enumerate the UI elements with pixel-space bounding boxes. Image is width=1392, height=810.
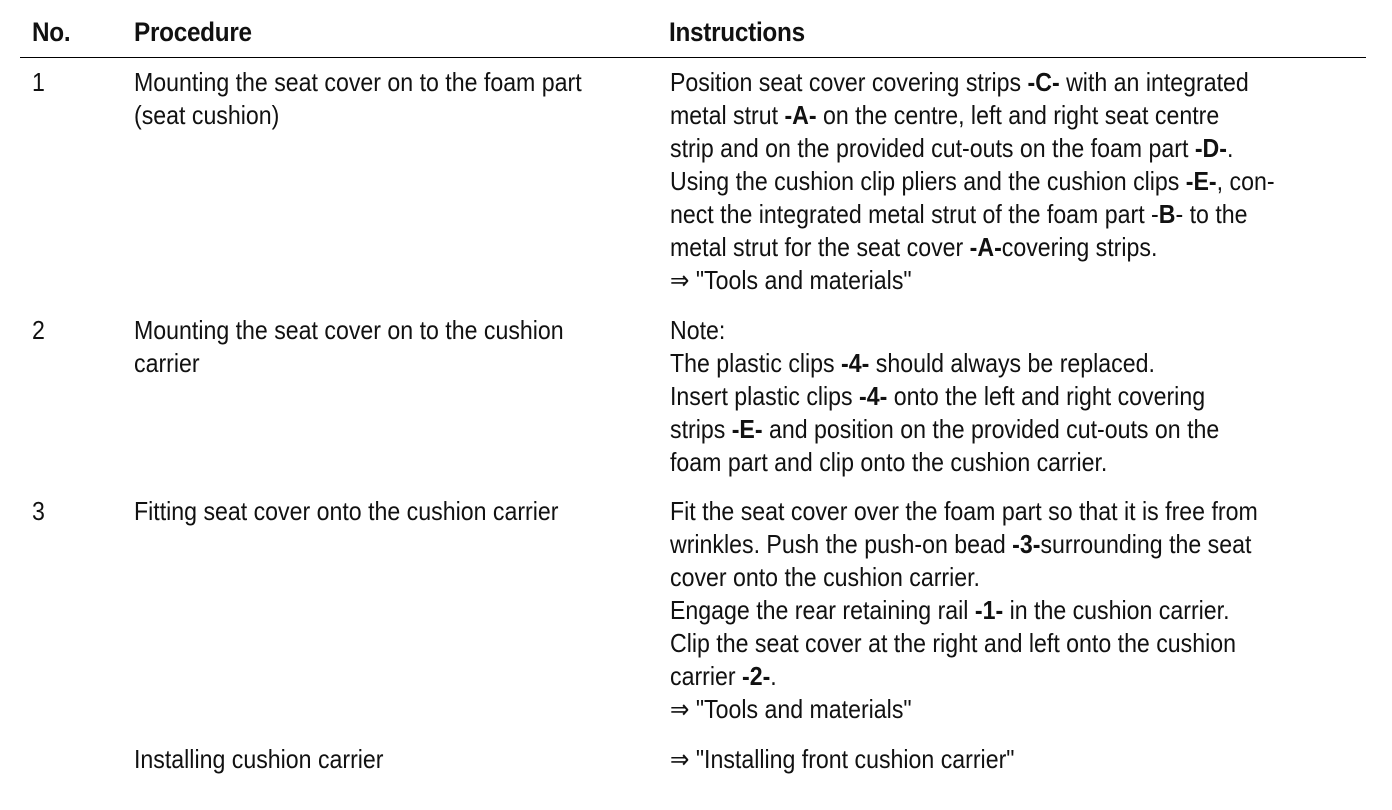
instruction-text: Fit the seat cover over the foam part so that it is free from	[670, 496, 1258, 526]
instruction-text: covering strips.	[1001, 232, 1158, 262]
table-header	[20, 0, 1366, 58]
header-procedure: Procedure	[134, 17, 252, 47]
instruction-text: cover onto the cushion carrier.	[670, 562, 980, 592]
component-reference: -D-	[1194, 133, 1227, 163]
instruction-text: - to the	[1175, 199, 1248, 229]
component-reference: -A-	[784, 100, 817, 130]
row-number: 3	[32, 496, 45, 526]
instruction-text: Engage the rear retaining rail	[670, 595, 975, 625]
procedure-cell	[134, 66, 655, 132]
instruction-line	[670, 66, 1364, 99]
component-reference: B	[1158, 199, 1176, 229]
row-number: 2	[32, 315, 45, 345]
procedure-cell	[134, 743, 655, 776]
instruction-line	[670, 347, 1364, 380]
instruction-line	[670, 99, 1364, 132]
instruction-line	[670, 693, 1364, 726]
instruction-line	[670, 627, 1364, 660]
instruction-line	[670, 660, 1364, 693]
instruction-text: The plastic clips	[670, 348, 842, 378]
row-number: 1	[32, 67, 45, 97]
component-reference: -3-	[1012, 529, 1041, 559]
instruction-line	[670, 380, 1364, 413]
instruction-text: ⇒ "Tools and materials"	[670, 694, 912, 724]
instruction-text: should always be replaced.	[869, 348, 1155, 378]
component-reference: -4-	[859, 381, 888, 411]
procedure-line: Installing cushion carrier	[134, 744, 384, 774]
instruction-text: .	[1226, 133, 1234, 163]
instruction-text: Using the cushion clip pliers and the cushion clips	[670, 166, 1186, 196]
instruction-text: with an integrated	[1059, 67, 1249, 97]
component-reference: -A-	[969, 232, 1002, 262]
component-reference: -E-	[1185, 166, 1217, 196]
component-reference: -E-	[731, 414, 763, 444]
instruction-text: onto the left and right covering	[887, 381, 1206, 411]
procedure-line: Fitting seat cover onto the cushion carrier	[134, 496, 559, 526]
component-reference: -4-	[841, 348, 870, 378]
instruction-text: nect the integrated metal strut of the foam part -	[670, 199, 1159, 229]
instruction-text: strips	[670, 414, 732, 444]
instruction-line	[670, 446, 1364, 479]
procedure-table	[20, 0, 1366, 810]
instruction-text: Position seat cover covering strips	[670, 67, 1028, 97]
instruction-line	[670, 314, 1364, 347]
instruction-line	[670, 165, 1364, 198]
instruction-line	[670, 561, 1364, 594]
instruction-text: ⇒ "Installing front cushion carrier"	[670, 744, 1015, 774]
instruction-text: , con-	[1216, 166, 1275, 196]
instruction-line	[670, 413, 1364, 446]
instruction-line	[670, 495, 1364, 528]
procedure-line: Mounting the seat cover on to the cushion	[134, 315, 564, 345]
instructions-cell	[670, 314, 1364, 479]
instruction-text: strip and on the provided cut-outs on the foam part	[670, 133, 1195, 163]
procedure-cell	[134, 495, 655, 528]
instruction-text: metal strut	[670, 100, 785, 130]
component-reference: -2-	[742, 661, 771, 691]
instruction-text: carrier	[670, 661, 743, 691]
component-reference: -1-	[974, 595, 1004, 625]
instruction-text: surrounding the seat	[1040, 529, 1252, 559]
header-no: No.	[32, 17, 71, 47]
instruction-text: wrinkles. Push the push-on bead	[670, 529, 1013, 559]
instruction-line	[670, 743, 1364, 776]
instructions-cell	[670, 743, 1364, 776]
instruction-text: metal strut for the seat cover	[670, 232, 970, 262]
instruction-text: ⇒ "Tools and materials"	[670, 265, 912, 295]
instruction-text: in the cushion carrier.	[1003, 595, 1230, 625]
instruction-line	[670, 231, 1364, 264]
instruction-text: Insert plastic clips	[670, 381, 860, 411]
instruction-line	[670, 528, 1364, 561]
instruction-text: foam part and clip onto the cushion carrier.	[670, 447, 1108, 477]
component-reference: -C-	[1027, 67, 1060, 97]
instruction-line	[670, 594, 1364, 627]
instruction-text: Clip the seat cover at the right and left onto the cushion	[670, 628, 1236, 658]
instruction-line	[670, 132, 1364, 165]
procedure-line: Mounting the seat cover on to the foam part	[134, 67, 582, 97]
instruction-line	[670, 198, 1364, 231]
instruction-text: Note:	[670, 315, 726, 345]
instructions-cell	[670, 495, 1364, 726]
procedure-cell	[134, 314, 655, 380]
instruction-text: .	[770, 661, 777, 691]
header-instructions: Instructions	[669, 17, 805, 47]
instruction-text: and position on the provided cut-outs on the	[762, 414, 1220, 444]
procedure-line: (seat cushion)	[134, 100, 280, 130]
procedure-line: carrier	[134, 348, 200, 378]
instructions-cell	[670, 66, 1364, 297]
instruction-text: on the centre, left and right seat centre	[816, 100, 1220, 130]
instruction-line	[670, 264, 1364, 297]
